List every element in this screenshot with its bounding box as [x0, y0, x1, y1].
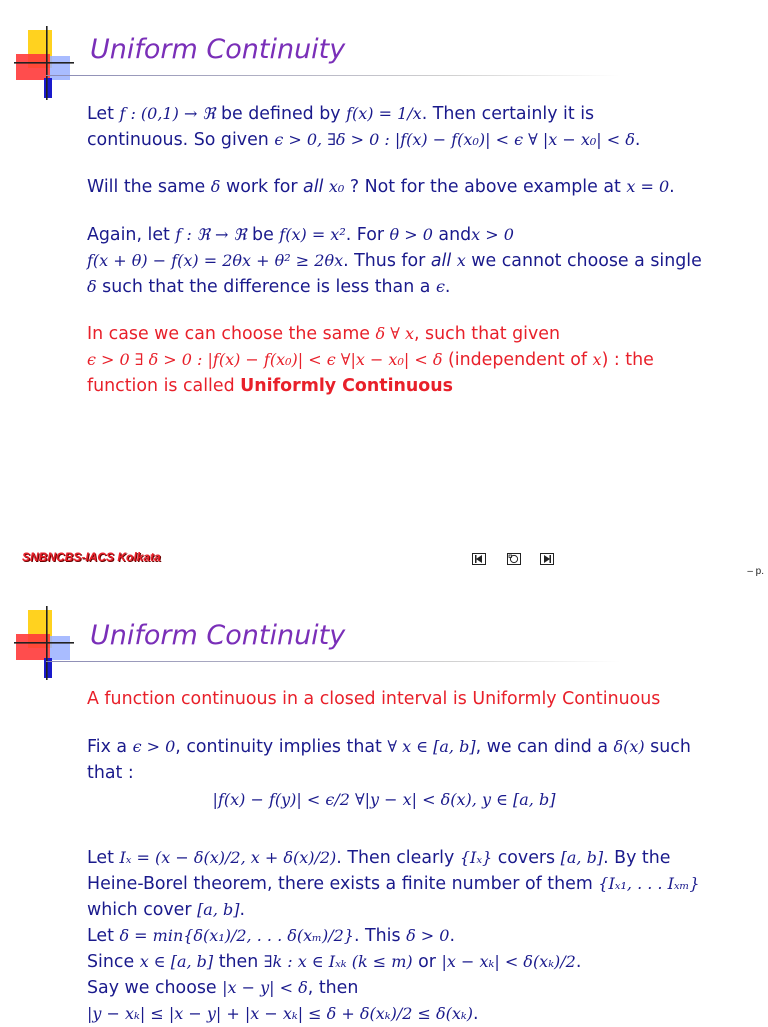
title-rule: [46, 75, 620, 76]
text-line: Fix a ϵ > 0, continuity implies that ∀ x ∈ [a, b], we can dind a δ(x) such: [87, 737, 691, 757]
institute-label: SNBNCBS-IACS Kolkata: [22, 550, 161, 564]
display-equation: |f(x) − f(y)| < ϵ/2 ∀|y − x| < δ(x), y ∈ [a, b]: [212, 790, 556, 809]
slide-2: [0, 585, 768, 1024]
paragraph-question: [87, 174, 727, 200]
paragraph-definition: [87, 101, 727, 153]
text-line: Let Iₓ = (x − δ(x)/2, x + δ(x)/2). Then clearly {Iₓ} covers [a, b]. By the: [87, 848, 671, 868]
text-line: δ such that the difference is less than a ϵ.: [87, 277, 451, 297]
text-line: that :: [87, 763, 134, 783]
text-line: continuous. So given ϵ > 0, ∃δ > 0 : |f(x) − f(x₀)| < ϵ ∀ |x − x₀| < δ.: [87, 130, 641, 150]
title-rule: [46, 661, 620, 662]
theorem-statement: A function continuous in a closed interval is Uniformly Continuous: [87, 689, 661, 709]
text-line: Again, let f : ℜ → ℜ be f(x) = x². For θ > 0 andx > 0: [87, 225, 514, 245]
slide-logo-icon: [14, 26, 74, 100]
text-line: ϵ > 0 ∃ δ > 0 : |f(x) − f(x₀)| < ϵ ∀|x − x₀| < δ (independent of x) : the: [87, 350, 654, 370]
paragraph-proof: [87, 845, 727, 1027]
text-line: Since x ∈ [a, b] then ∃k : x ∈ Iₓₖ (k ≤ m) or |x − xₖ| < δ(xₖ)/2.: [87, 952, 582, 972]
text-line: f(x + θ) − f(x) = 2θx + θ² ≥ 2θx. Thus for all x we cannot choose a single: [87, 251, 702, 271]
text-line: Say we choose |x − y| < δ, then: [87, 978, 359, 998]
paragraph-example: [87, 222, 727, 300]
slide-title: Uniform Continuity: [90, 620, 346, 651]
page-number: – p.: [747, 566, 764, 577]
nav-next-icon[interactable]: [540, 553, 554, 565]
paragraph-uniform-definition: [87, 321, 727, 399]
slide-title: Uniform Continuity: [90, 34, 346, 65]
text-line: In case we can choose the same δ ∀ x, such that given: [87, 324, 560, 344]
text-line: Heine-Borel theorem, there exists a finite number of them {Iₓ₁, . . . Iₓₘ}: [87, 874, 700, 894]
text-line: Let δ = min{δ(x₁)/2, . . . δ(xₘ)/2}. This δ > 0.: [87, 926, 455, 946]
paragraph-continuity: [87, 734, 727, 786]
text-line: which cover [a, b].: [87, 900, 246, 920]
text-line: |y − xₖ| ≤ |x − y| + |x − xₖ| ≤ δ + δ(xₖ)/2 ≤ δ(xₖ).: [87, 1004, 479, 1024]
slide-logo-icon: [14, 606, 74, 680]
text-line: Let f : (0,1) → ℜ be defined by f(x) = 1/x. Then certainly it is: [87, 104, 595, 124]
nav-previous-icon[interactable]: [472, 553, 486, 565]
text-line: function is called Uniformly Continuous: [87, 376, 453, 396]
text-line: Will the same δ work for all x₀ ? Not for the above example at x = 0.: [87, 177, 675, 197]
nav-home-icon[interactable]: [507, 553, 521, 565]
